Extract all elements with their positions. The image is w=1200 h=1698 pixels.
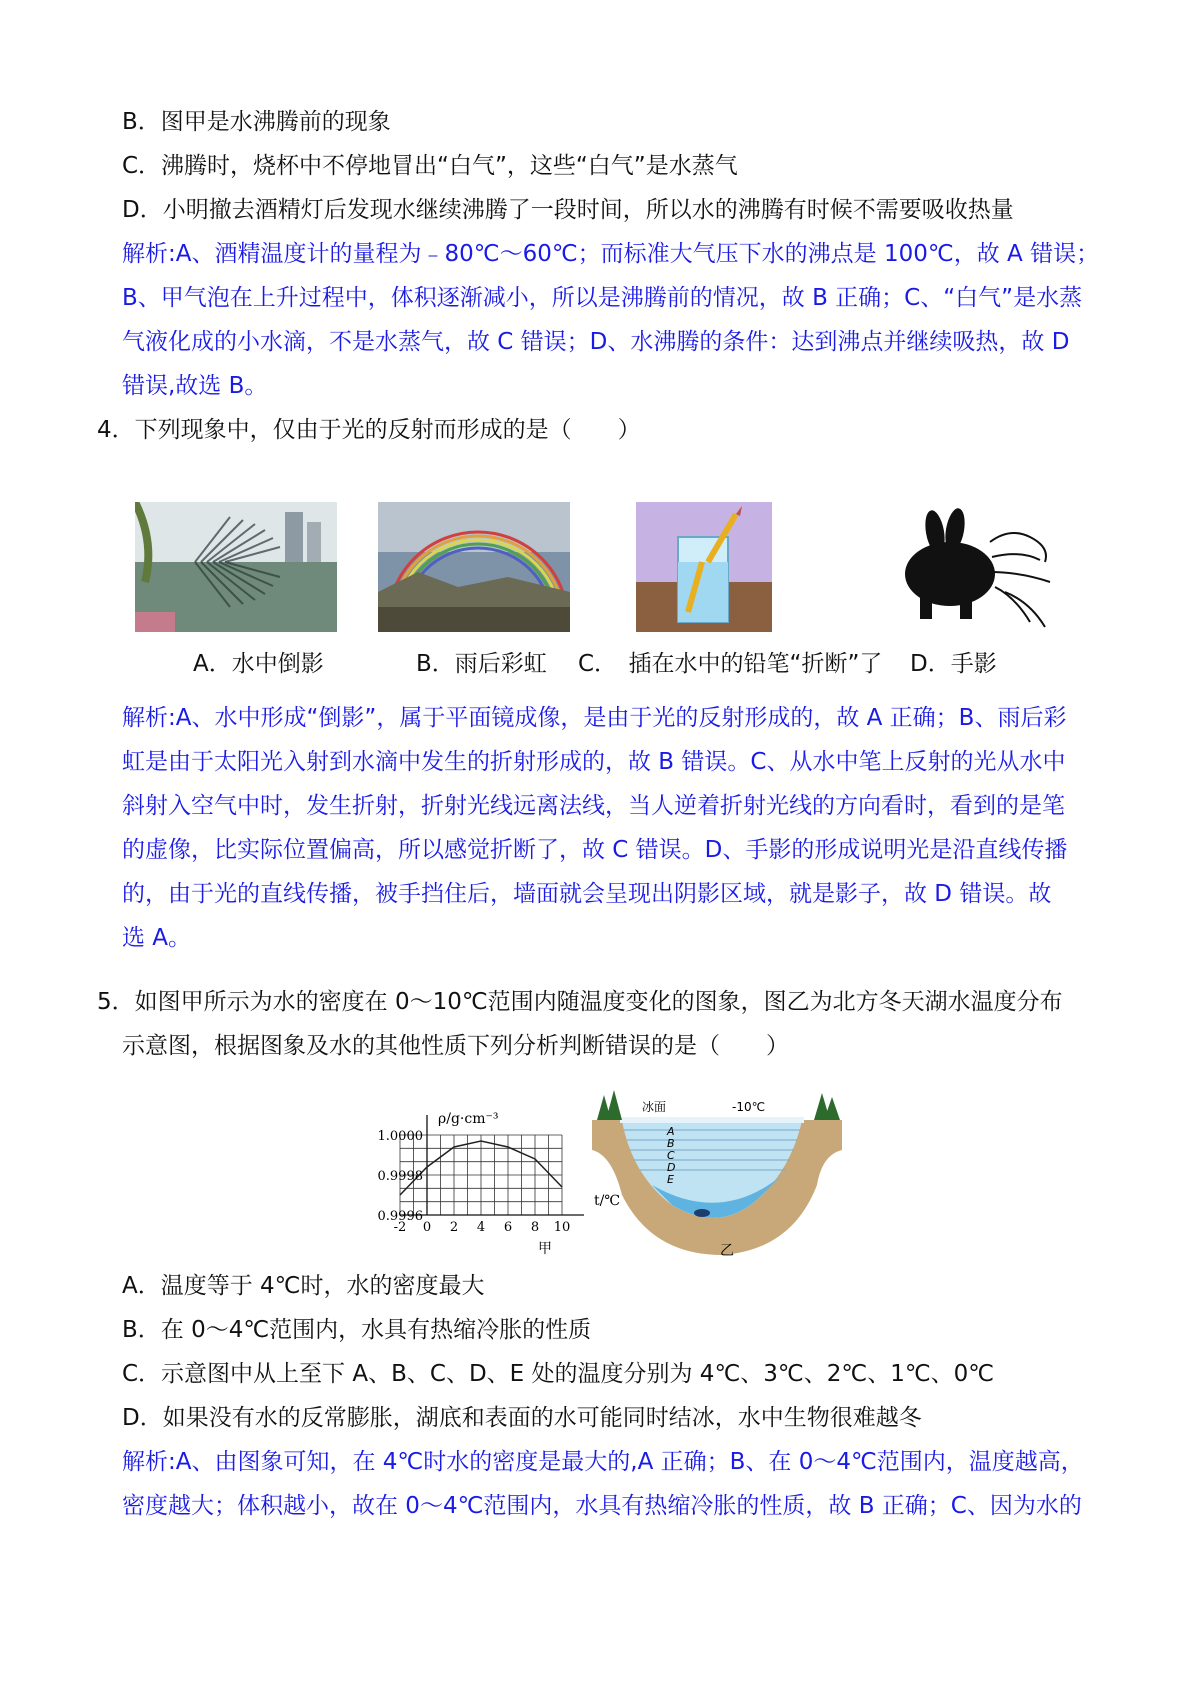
rainbow-photo <box>378 502 570 632</box>
q3-analysis-line: 气液化成的小水滴，不是水蒸气，故 C 错误；D、水沸腾的条件：达到沸点并继续吸热，故 D <box>122 329 1070 355</box>
layer-label: C <box>667 1149 675 1162</box>
q4-analysis-line: 虹是由于太阳光入射到水滴中发生的折射形成的，故 B 错误。C、从水中笔上反射的光从水中 <box>122 749 1066 775</box>
q4-analysis-line: 的，由于光的直线传播，被手挡住后，墙面就会呈现出阴影区域，就是影子，故 D 错误。故 <box>122 881 1052 907</box>
layer-label: A <box>667 1125 675 1138</box>
lake-diagram <box>592 1075 842 1265</box>
density-chart <box>370 1095 630 1255</box>
layer-label: B <box>667 1137 675 1150</box>
q5-analysis-line: 解析:A、由图象可知，在 4℃时水的密度是最大的,A 正确；B、在 0～4℃范围内，温度越高， <box>122 1449 1084 1475</box>
air-temp-label: -10℃ <box>732 1100 766 1114</box>
q4-analysis-line: 斜射入空气中时，发生折射，折射光线远离法线，当人逆着折射光线的方向看时，看到的是笔 <box>122 793 1065 819</box>
q5-stem: 5．如图甲所示为水的密度在 0～10℃范围内随温度变化的图象，图乙为北方冬天湖水温度分布 <box>97 989 1063 1015</box>
q3-option-d: D．小明撤去酒精灯后发现水继续沸腾了一段时间，所以水的沸腾有时候不需要吸收热量 <box>122 197 1014 223</box>
figure-yi-label: 乙 <box>720 1243 734 1259</box>
chart-grid <box>400 1115 584 1215</box>
x-tick-label: 8 <box>530 1220 540 1235</box>
q4-option-b: B．雨后彩虹 <box>416 651 547 677</box>
ice-label: 冰面 <box>642 1100 667 1114</box>
hand-shadow-photo <box>880 502 1060 632</box>
y-tick-label: 0.9996 <box>377 1209 423 1224</box>
y-tick-label: 1.0000 <box>377 1129 423 1144</box>
x-axis-label: t/℃ <box>594 1193 621 1209</box>
q4-option-a: A．水中倒影 <box>193 651 324 677</box>
q4-analysis-line: 的虚像，比实际位置偏高，所以感觉折断了，故 C 错误。D、手影的形成说明光是沿直线传播 <box>122 837 1068 863</box>
q3-option-c: C．沸腾时，烧杯中不停地冒出“白气”，这些“白气”是水蒸气 <box>122 153 738 179</box>
q4-option-d: D．手影 <box>910 651 997 677</box>
x-tick-label: 4 <box>476 1220 486 1235</box>
figure-jia-label: 甲 <box>538 1241 552 1255</box>
q5-analysis-line: 密度越大；体积越小，故在 0～4℃范围内，水具有热缩冷胀的性质，故 B 正确；C、因为水的 <box>122 1493 1082 1519</box>
x-tick-label: -2 <box>393 1220 407 1235</box>
q3-option-b: B．图甲是水沸腾前的现象 <box>122 109 391 135</box>
q5-option-b: B．在 0～4℃范围内，水具有热缩冷胀的性质 <box>122 1317 592 1343</box>
reflection-photo <box>135 502 337 632</box>
layer-label: E <box>667 1173 674 1186</box>
q3-analysis-line: 解析:A、酒精温度计的量程为﹣80℃～60℃；而标准大气压下水的沸点是 100℃，故 A 错误； <box>122 241 1100 267</box>
q3-analysis-line: 错误,故选 B。 <box>122 373 268 399</box>
q5-option-d: D．如果没有水的反常膨胀，湖底和表面的水可能同时结冰，水中生物很难越冬 <box>122 1405 922 1431</box>
q4-stem: 4．下列现象中，仅由于光的反射而形成的是（ ） <box>97 417 641 443</box>
q5-stem: 示意图，根据图象及水的其他性质下列分析判断错误的是（ ） <box>122 1033 789 1059</box>
q4-analysis-line: 解析:A、水中形成“倒影”，属于平面镜成像，是由于光的反射形成的，故 A 正确；B、雨后彩 <box>122 705 1067 731</box>
y-tick-label: 0.9998 <box>377 1169 423 1184</box>
y-axis-label: ρ/g·cm⁻³ <box>438 1111 499 1127</box>
x-tick-label: 2 <box>449 1220 459 1235</box>
layer-label: D <box>667 1161 676 1174</box>
q4-option-c: C． 插在水中的铅笔“折断”了 <box>578 651 883 677</box>
q5-option-c: C．示意图中从上至下 A、B、C、D、E 处的温度分别为 4℃、3℃、2℃、1℃、0℃ <box>122 1361 995 1387</box>
q5-option-a: A．温度等于 4℃时，水的密度最大 <box>122 1273 485 1299</box>
x-tick-label: 0 <box>422 1220 432 1235</box>
x-tick-label: 6 <box>503 1220 513 1235</box>
x-tick-label: 10 <box>553 1220 571 1235</box>
q4-analysis-line: 选 A。 <box>122 925 192 951</box>
q3-analysis-line: B、甲气泡在上升过程中，体积逐渐减小，所以是沸腾前的情况，故 B 正确；C、“白气”是水蒸 <box>122 285 1083 311</box>
pencil-in-water-photo <box>636 502 772 632</box>
